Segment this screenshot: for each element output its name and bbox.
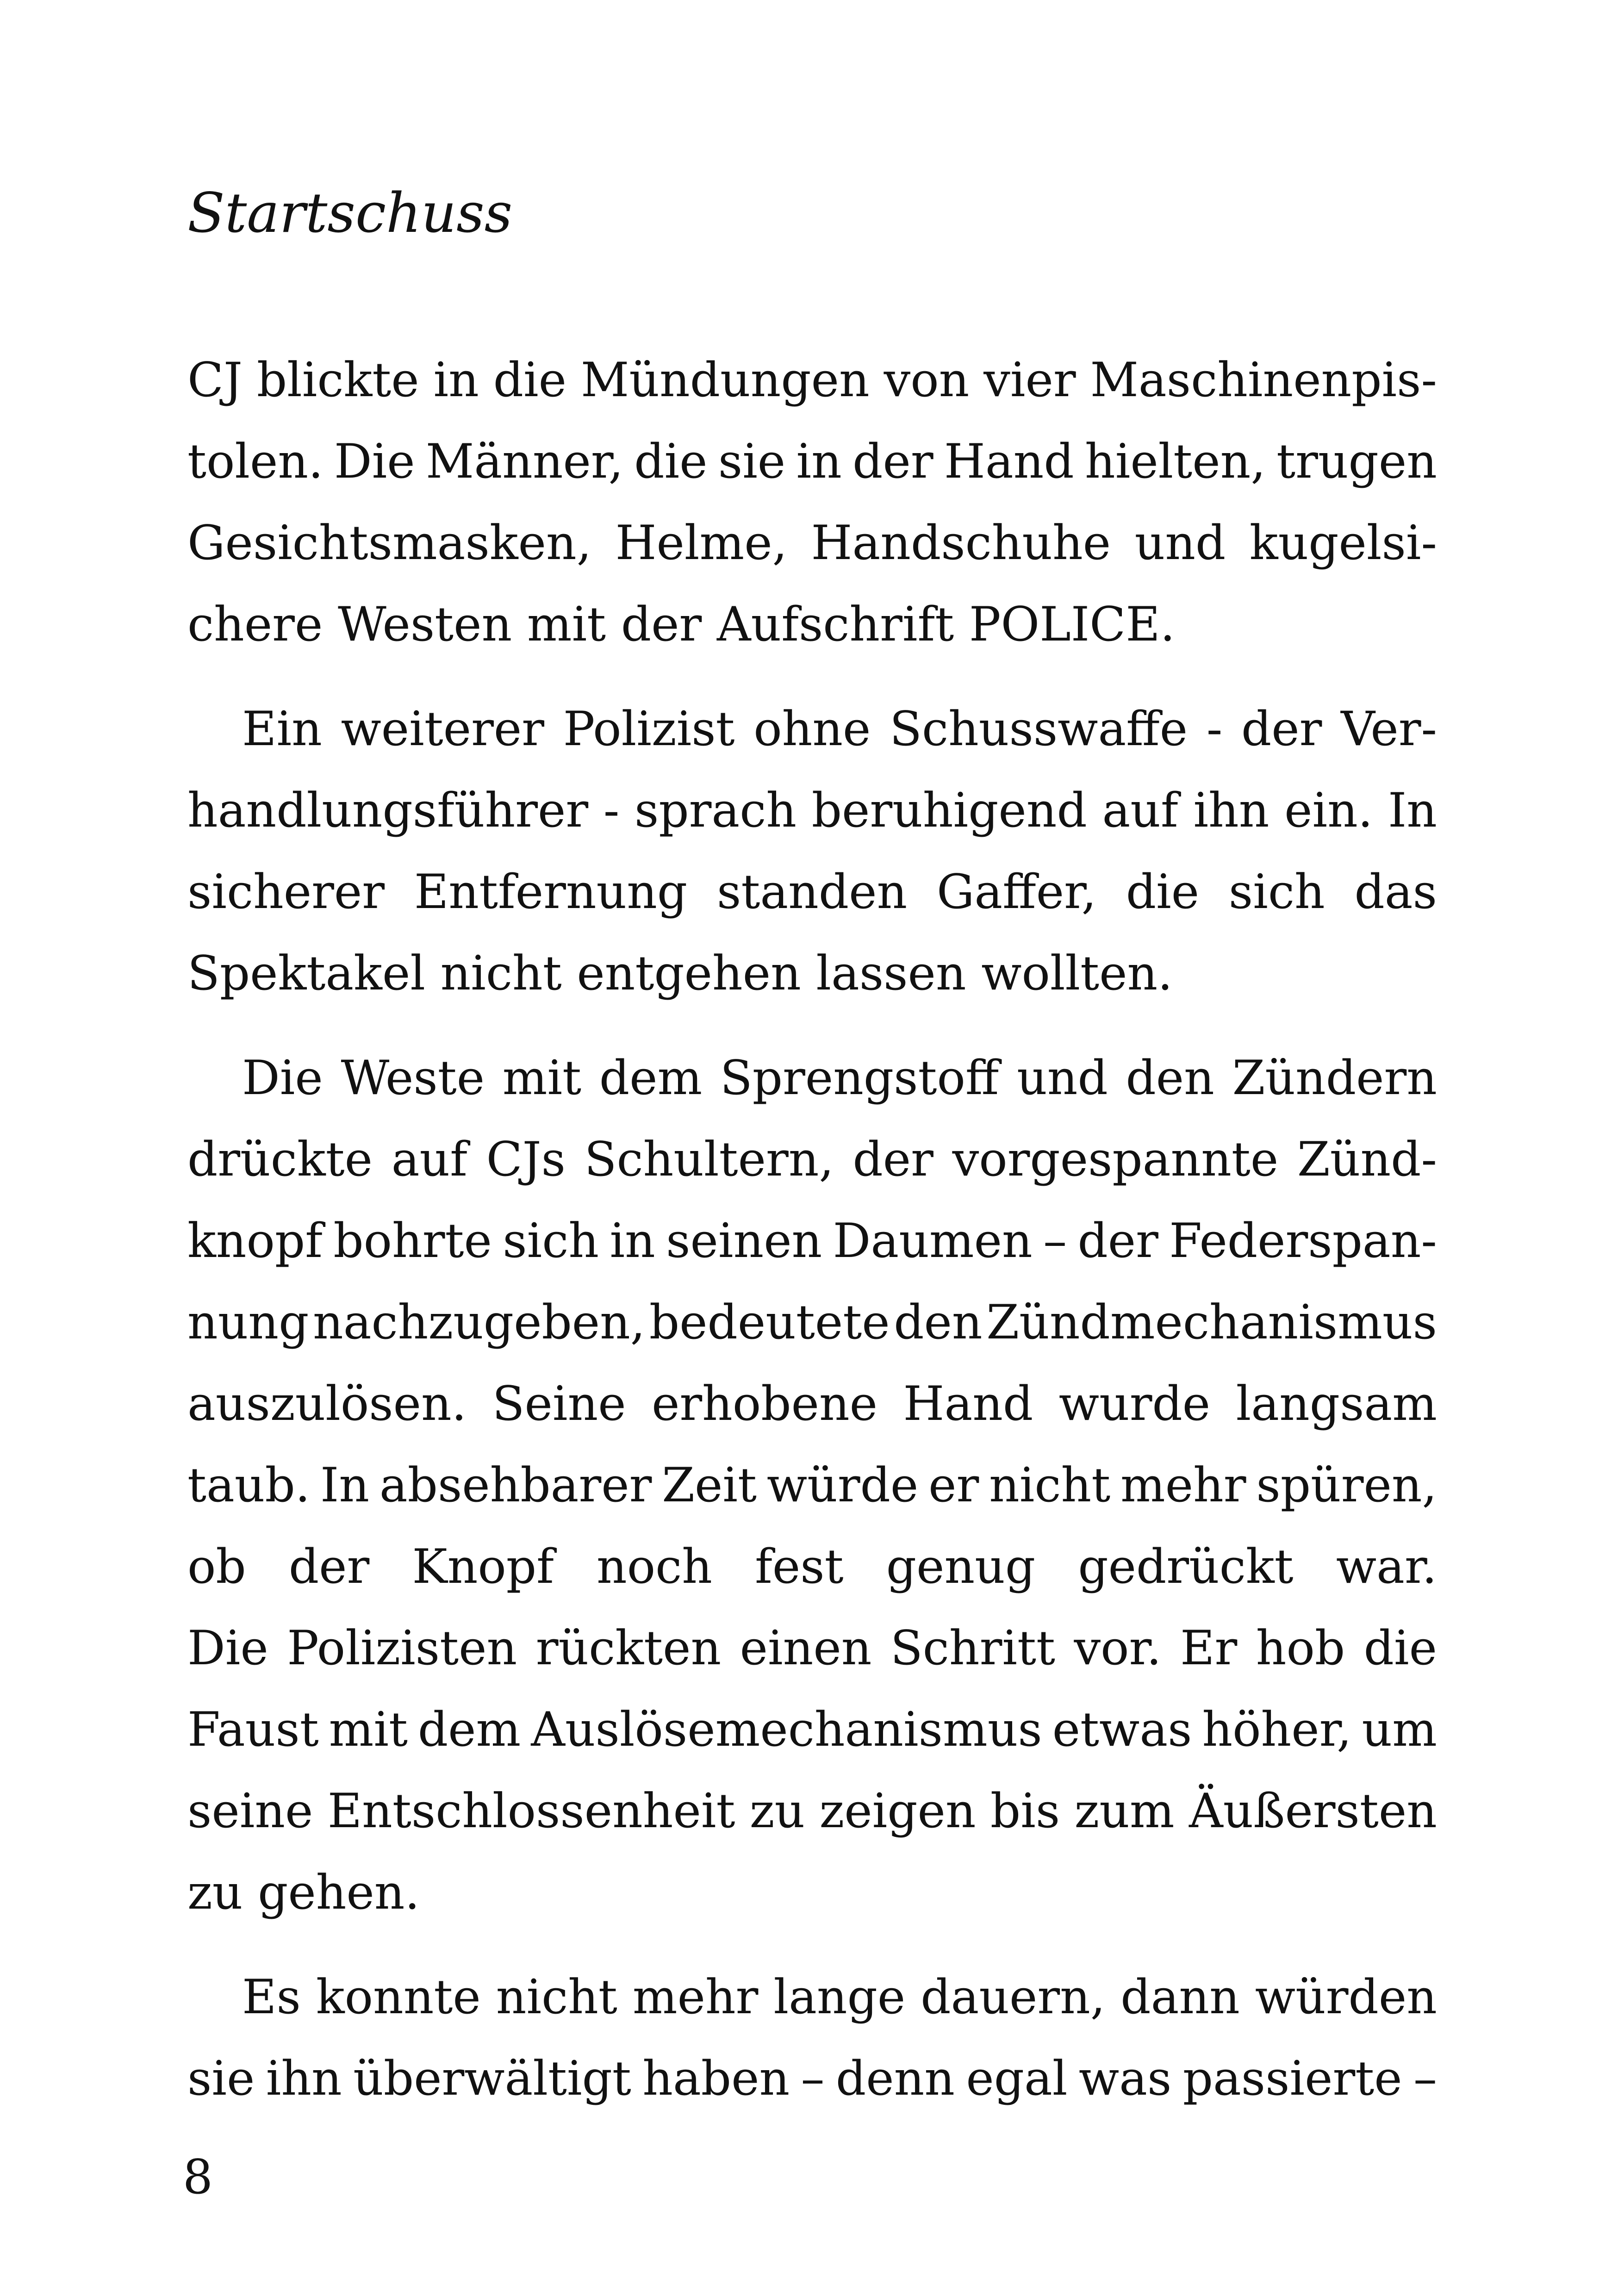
text-line: Ein weiterer Polizist ohne Schusswaffe - der Ver- [242, 702, 1437, 757]
text-line: seine Entschlossenheit zu zeigen bis zum Äußersten [187, 1784, 1437, 1839]
text-line: CJ blickte in die Mündungen von vier Maschinenpis- [187, 353, 1437, 408]
text-line: sie ihn überwältigt haben – denn egal was passierte – [187, 2051, 1437, 2106]
text-line: Es konnte nicht mehr lange dauern, dann würden [242, 1970, 1437, 2025]
text-line: Die Weste mit dem Sprengstoff und den Zündern [242, 1051, 1437, 1106]
text-line: handlungsführer - sprach beruhigend auf ihn ein. In [187, 783, 1437, 838]
text-line: chere Westen mit der Aufschrift POLICE. [187, 597, 1176, 652]
text-line: nung nachzugeben, bedeutete den Zündmechanismus [187, 1295, 1437, 1350]
text-line: Faust mit dem Auslösemechanismus etwas höher, um [187, 1702, 1437, 1757]
text-line: Die Polizisten rückten einen Schritt vor. Er hob die [187, 1621, 1437, 1676]
page-number: 8 [183, 2150, 213, 2205]
paragraph [187, 340, 1437, 666]
text-line: tolen. Die Männer, die sie in der Hand hielten, trugen [187, 434, 1437, 489]
text-line: auszulösen. Seine erhobene Hand wurde langsam [187, 1376, 1437, 1431]
paragraph [187, 1038, 1437, 1934]
body-text [187, 340, 1437, 2143]
text-line: sicherer Entfernung standen Gaffer, die sich das [187, 865, 1437, 920]
text-line: zu gehen. [187, 1865, 420, 1920]
text-line: drückte auf CJs Schultern, der vorgespannte Zünd- [187, 1132, 1437, 1187]
text-line: knopf bohrte sich in seinen Daumen – der Federspan- [187, 1213, 1437, 1269]
text-line: Spektakel nicht entgehen lassen wollten. [187, 946, 1173, 1001]
text-line: Gesichtsmasken, Helme, Handschuhe und kugelsi- [187, 516, 1437, 571]
text-line: taub. In absehbarer Zeit würde er nicht mehr spüren, [187, 1458, 1437, 1513]
paragraph [187, 1957, 1437, 2120]
text-line: ob der Knopf noch fest genug gedrückt war. [187, 1539, 1437, 1594]
paragraph [187, 689, 1437, 1014]
chapter-title: Startschuss [187, 181, 513, 245]
